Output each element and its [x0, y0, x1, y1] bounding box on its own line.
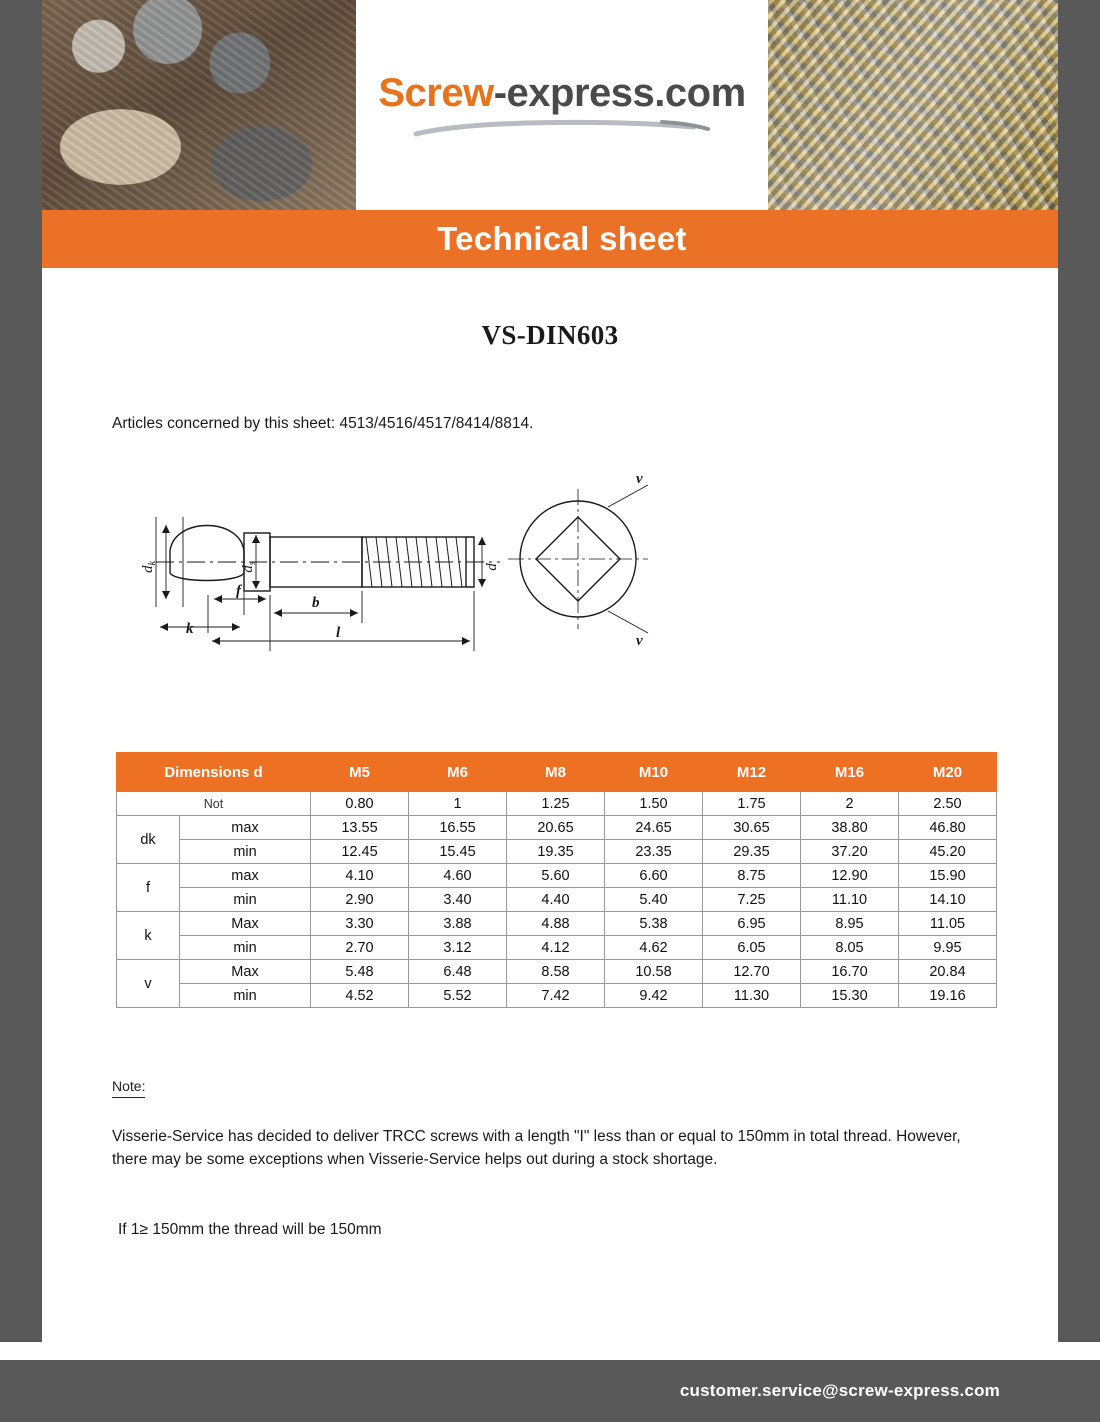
table-row	[117, 936, 997, 960]
cell-dk-min-m10: 23.35	[605, 840, 703, 864]
cell-not-m10: 1.50	[605, 792, 703, 816]
row-label-dk: dk	[117, 816, 180, 864]
cell-v-min-m12: 11.30	[703, 984, 801, 1008]
cell-dk-max-m10: 24.65	[605, 816, 703, 840]
table-row	[117, 792, 997, 816]
page-title: VS-DIN603	[481, 320, 619, 350]
column-header-m6: M6	[409, 753, 507, 792]
cell-k-min-m8: 4.12	[507, 936, 605, 960]
cell-k-max-m16: 8.95	[801, 912, 899, 936]
cell-k-max-m6: 3.88	[409, 912, 507, 936]
table-row	[117, 912, 997, 936]
page-footer	[0, 1360, 1100, 1422]
cell-f-max-m20: 15.90	[899, 864, 997, 888]
cell-dk-max-m20: 46.80	[899, 816, 997, 840]
cell-f-min-m20: 14.10	[899, 888, 997, 912]
label-dk: $d_k$	[140, 561, 158, 573]
cell-f-min-m8: 4.40	[507, 888, 605, 912]
cell-v-min-m5: 4.52	[311, 984, 409, 1008]
cell-v-min-m20: 19.16	[899, 984, 997, 1008]
cell-f-max-m16: 12.90	[801, 864, 899, 888]
cell-f-min-m5: 2.90	[311, 888, 409, 912]
note-extra-text: If 1≥ 150mm the thread will be 150mm	[118, 1221, 382, 1238]
page-header	[42, 0, 1058, 210]
carriage-bolt-drawing	[108, 455, 668, 680]
row-sublabel-f-min: min	[180, 888, 311, 912]
cell-v-max-m20: 20.84	[899, 960, 997, 984]
label-k: k	[186, 621, 194, 637]
cell-v-max-m12: 12.70	[703, 960, 801, 984]
cell-dk-min-m6: 15.45	[409, 840, 507, 864]
technical-sheet-banner	[42, 210, 1058, 268]
label-l: l	[336, 625, 341, 641]
cell-f-max-m8: 5.60	[507, 864, 605, 888]
column-header-m20: M20	[899, 753, 997, 792]
cell-not-m16: 2	[801, 792, 899, 816]
cell-not-m6: 1	[409, 792, 507, 816]
table-row	[117, 888, 997, 912]
cell-v-max-m16: 16.70	[801, 960, 899, 984]
row-sublabel-f-max: max	[180, 864, 311, 888]
table-row	[117, 864, 997, 888]
label-ds: $d_s$	[240, 561, 258, 573]
cell-dk-max-m16: 38.80	[801, 816, 899, 840]
cell-v-min-m6: 5.52	[409, 984, 507, 1008]
cell-dk-min-m5: 12.45	[311, 840, 409, 864]
cell-f-min-m16: 11.10	[801, 888, 899, 912]
cell-v-max-m5: 5.48	[311, 960, 409, 984]
label-f: f	[236, 583, 241, 599]
column-header-m16: M16	[801, 753, 899, 792]
cell-f-max-m10: 6.60	[605, 864, 703, 888]
column-header-m5: M5	[311, 753, 409, 792]
table-row	[117, 984, 997, 1008]
cell-dk-max-m12: 30.65	[703, 816, 801, 840]
row-label-not: Not	[117, 792, 311, 816]
label-v-top: v	[636, 471, 643, 487]
footer-gap	[0, 1342, 1100, 1360]
column-header-m8: M8	[507, 753, 605, 792]
logo-text-primary: Screw	[378, 70, 494, 115]
row-sublabel-v-min: min	[180, 984, 311, 1008]
row-sublabel-dk-min: min	[180, 840, 311, 864]
cell-f-min-m6: 3.40	[409, 888, 507, 912]
note-heading: Note:	[112, 1078, 145, 1098]
footer-email: customer.service@screw-express.com	[679, 1381, 1000, 1400]
table-row	[117, 960, 997, 984]
table-row	[117, 840, 997, 864]
row-sublabel-k-max: Max	[180, 912, 311, 936]
cell-k-min-m5: 2.70	[311, 936, 409, 960]
cell-k-max-m8: 4.88	[507, 912, 605, 936]
cell-k-min-m6: 3.12	[409, 936, 507, 960]
row-sublabel-k-min: min	[180, 936, 311, 960]
table-header-row	[117, 753, 997, 792]
row-sublabel-v-max: Max	[180, 960, 311, 984]
cell-v-max-m8: 8.58	[507, 960, 605, 984]
row-sublabel-dk-max: max	[180, 816, 311, 840]
cell-dk-min-m20: 45.20	[899, 840, 997, 864]
table-row	[117, 816, 997, 840]
row-label-v: v	[117, 960, 180, 1008]
banner-left-spacer	[42, 210, 356, 268]
left-edge-bar	[0, 0, 42, 1422]
logo-swoosh-icon	[412, 118, 712, 140]
right-edge-bar	[1058, 0, 1100, 1422]
cell-dk-min-m16: 37.20	[801, 840, 899, 864]
cell-f-min-m10: 5.40	[605, 888, 703, 912]
logo-text	[378, 71, 745, 116]
column-header-m10: M10	[605, 753, 703, 792]
assorted-screws-photo	[768, 0, 1058, 210]
label-d: d	[484, 563, 500, 571]
note-body-text: Visserie-Service has decided to deliver TRCC screws with a length "I" less than or equal to 150mm in total thread. However, there may be some exceptions when Visserie-Service helps out during a stock shortage.	[112, 1128, 961, 1169]
cell-v-min-m8: 7.42	[507, 984, 605, 1008]
cell-v-min-m16: 15.30	[801, 984, 899, 1008]
cell-k-max-m20: 11.05	[899, 912, 997, 936]
column-header-m12: M12	[703, 753, 801, 792]
cell-k-min-m10: 4.62	[605, 936, 703, 960]
cell-dk-max-m8: 20.65	[507, 816, 605, 840]
cell-k-min-m16: 8.05	[801, 936, 899, 960]
label-b: b	[312, 595, 320, 611]
workbench-screws-photo	[42, 0, 356, 210]
cell-not-m12: 1.75	[703, 792, 801, 816]
cell-f-max-m12: 8.75	[703, 864, 801, 888]
cell-not-m5: 0.80	[311, 792, 409, 816]
row-label-k: k	[117, 912, 180, 960]
cell-not-m20: 2.50	[899, 792, 997, 816]
label-v-bottom: v	[636, 633, 643, 649]
cell-k-max-m10: 5.38	[605, 912, 703, 936]
cell-k-min-m12: 6.05	[703, 936, 801, 960]
site-logo	[356, 0, 768, 210]
banner-title: Technical sheet	[437, 220, 687, 257]
articles-concerned-text: Articles concerned by this sheet: 4513/4516/4517/8414/8814.	[112, 415, 534, 432]
cell-f-min-m12: 7.25	[703, 888, 801, 912]
cell-v-min-m10: 9.42	[605, 984, 703, 1008]
cell-v-max-m6: 6.48	[409, 960, 507, 984]
cell-k-max-m5: 3.30	[311, 912, 409, 936]
cell-dk-max-m5: 13.55	[311, 816, 409, 840]
column-header-dimensions: Dimensions d	[117, 753, 311, 792]
row-label-f: f	[117, 864, 180, 912]
logo-text-secondary: -express.com	[493, 70, 746, 115]
cell-dk-min-m8: 19.35	[507, 840, 605, 864]
cell-not-m8: 1.25	[507, 792, 605, 816]
cell-dk-max-m6: 16.55	[409, 816, 507, 840]
cell-f-max-m6: 4.60	[409, 864, 507, 888]
cell-v-max-m10: 10.58	[605, 960, 703, 984]
cell-k-max-m12: 6.95	[703, 912, 801, 936]
cell-f-max-m5: 4.10	[311, 864, 409, 888]
cell-k-min-m20: 9.95	[899, 936, 997, 960]
cell-dk-min-m12: 29.35	[703, 840, 801, 864]
dimensions-table	[116, 752, 997, 1008]
